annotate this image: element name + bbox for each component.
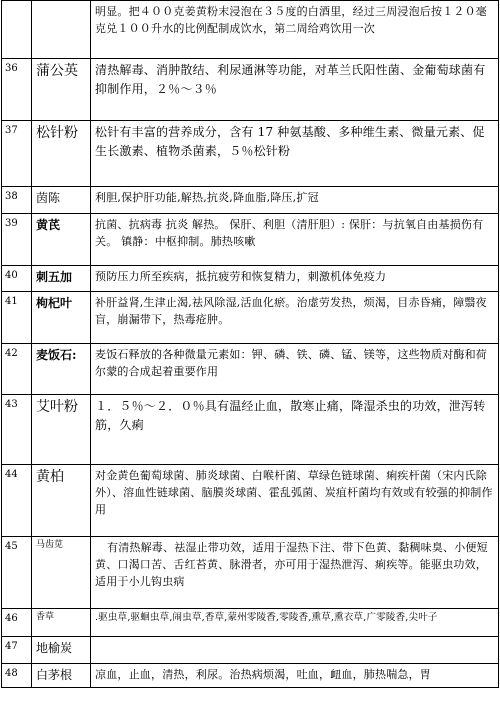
table-row — [2, 59, 499, 121]
table-row — [2, 344, 499, 395]
table-row — [2, 266, 499, 292]
row-number: 38 — [2, 187, 32, 214]
table-row — [2, 214, 499, 266]
table-row — [2, 609, 499, 637]
table-row — [2, 637, 499, 664]
herb-description: 麦饭石释放的各种微量元素如：钾、磷、铁、磷、锰、镁等，这些物质对酶和荷尔蒙的合成起着重要作用 — [91, 344, 499, 395]
row-number: 41 — [2, 292, 32, 344]
table-row — [2, 465, 499, 537]
herb-name: 地榆炭 — [32, 637, 91, 664]
herb-description: 补肝益肾,生津止渴,祛风除湿,活血化瘀。治虚劳发热，烦渴，目赤昏痛，障翳夜盲，崩漏带下，热毒疮肿。 — [91, 292, 499, 344]
herb-name — [32, 1, 91, 59]
table-row — [2, 1, 499, 59]
row-number — [2, 1, 32, 59]
row-number: 47 — [2, 637, 32, 664]
table-row — [2, 395, 499, 465]
herb-description: 对金黄色葡萄球菌、肺炎球菌、白喉杆菌、草绿色链球菌、痢疾杆菌（宋内氏除外）、溶血性链球菌、脑膜炎球菌、霍乱弧菌、炭疽杆菌均有效或有较强的抑制作用 — [91, 465, 499, 537]
row-number: 37 — [2, 121, 32, 187]
herb-name: 黄芪 — [32, 214, 91, 266]
herb-name: 艾叶粉 — [32, 395, 91, 465]
row-number: 39 — [2, 214, 32, 266]
herb-description: １．５％～２．０％具有温经止血，散寒止痛，降湿杀虫的功效，泄泻转筋，久痢 — [91, 395, 499, 465]
herb-name: 马齿苋 — [32, 537, 91, 609]
row-number: 40 — [2, 266, 32, 292]
herb-name: 白茅根 — [32, 664, 91, 688]
herb-name: 黄柏 — [32, 465, 91, 537]
herb-name: 香草 — [32, 609, 91, 637]
row-number: 43 — [2, 395, 32, 465]
herb-description: 清热解毒、消肿散结、利尿通淋等功能，对革兰氏阳性菌、金葡萄球菌有抑制作用，２％～３％ — [91, 59, 499, 121]
herb-description: 预防压力所至疾病，抵抗疲劳和恢复精力，刺激机体免疫力 — [91, 266, 499, 292]
herb-name: 茵陈 — [32, 187, 91, 214]
herb-name: 麦饭石: — [32, 344, 91, 395]
herb-name: 枸杞叶 — [32, 292, 91, 344]
row-number: 42 — [2, 344, 32, 395]
herb-description: 松针有丰富的营养成分，含有 17 种氨基酸、多种维生素、微量元素、促生长激素、植物杀菌素，５％松针粉 — [91, 121, 499, 187]
herb-description: 抗菌、抗病毒 抗炎 解热。 保肝、利胆（清肝胆）: 保肝：与抗氧自由基损伤有关。 镇静：中枢抑制。肺热咳嗽 — [91, 214, 499, 266]
row-number: 45 — [2, 537, 32, 609]
herb-description: 有清热解毒、祛湿止带功效，适用于湿热下注、带下色黄、黏稠味臭、小便短黄、口渴口苦、舌红苔黄、脉滑者，亦可用于湿热泄泻、痢疾等。能驱虫功效，适用于小儿钩虫病 — [91, 537, 499, 609]
herb-name: 松针粉 — [32, 121, 91, 187]
table-row — [2, 292, 499, 344]
herb-description: 明显。把４００克姜黄粉末浸泡在３５度的白酒里，经过三周浸泡后按１２０毫克兑１００升水的比例配制成饮水，第二周给鸡饮用一次 — [91, 1, 499, 59]
row-number: 48 — [2, 664, 32, 688]
herb-name: 刺五加 — [32, 266, 91, 292]
herb-name: 蒲公英 — [32, 59, 91, 121]
table-row — [2, 664, 499, 688]
herb-table — [1, 0, 499, 688]
row-number: 36 — [2, 59, 32, 121]
herb-description: 利胆,保护肝功能,解热,抗炎,降血脂,降压,扩冠 — [91, 187, 499, 214]
herb-description: .驱虫草,驱蛔虫草,闹虫草,香草,蒙州零陵香,零陵香,熏草,熏衣草,广零陵香,尖叶子 — [91, 609, 499, 637]
herb-description — [91, 637, 499, 664]
row-number: 46 — [2, 609, 32, 637]
table-row — [2, 537, 499, 609]
table-row — [2, 187, 499, 214]
row-number: 44 — [2, 465, 32, 537]
table-row — [2, 121, 499, 187]
herb-description: 凉血，止血，清热，利尿。治热病烦渴，吐血，衄血，肺热喘急，胃 — [91, 664, 499, 688]
